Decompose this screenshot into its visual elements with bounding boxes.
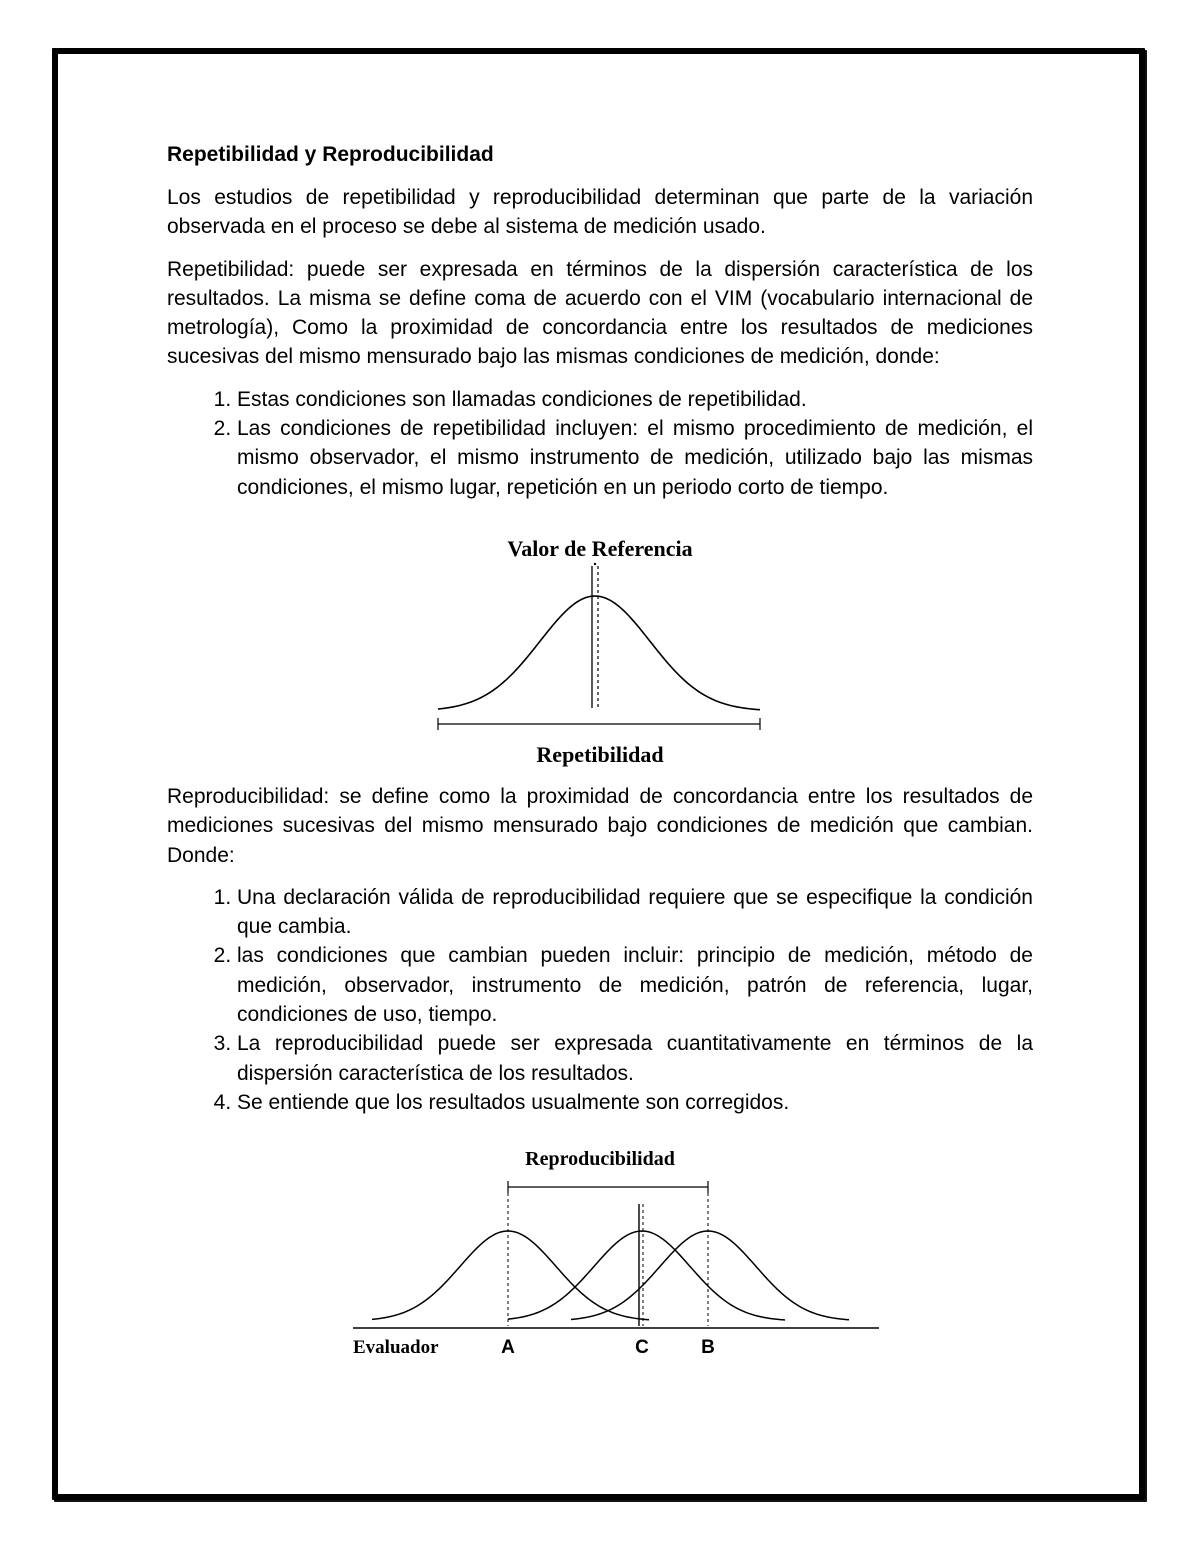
evaluator-label-b: B	[701, 1337, 715, 1359]
list-item: 1. Estas condiciones son llamadas condiciones de repetibilidad.	[237, 385, 1033, 414]
repetibilidad-definition: Repetibilidad: puede ser expresada en términos de la dispersión característica de los resultados. La misma se define coma de acuerdo con el VIM (vocabulario internacional de metrología), Como la proximidad de concordancia entre los resultados de mediciones sucesivas del mismo mensurado bajo las mismas condiciones de medición, donde:	[167, 257, 1033, 369]
reproducibilidad-definition: Reproducibilidad: se define como la proximidad de concordancia entre los resultados de mediciones sucesivas del mismo mensurado bajo condiciones de medición que cambian. Donde:	[167, 784, 1033, 867]
list-item: 1. Una declaración válida de reproducibilidad requiere que se especifique la condición que cambia.	[237, 883, 1033, 942]
list-item: 2. las condiciones que cambian pueden incluir: principio de medición, método de medición, observador, instrumento de medición, patrón de referencia, lugar, condiciones de uso, tiempo.	[237, 941, 1033, 1029]
document-title: Repetibilidad y Reproducibilidad	[167, 143, 494, 166]
curve-a	[372, 1231, 649, 1320]
document-body	[167, 140, 1033, 1369]
list-item: 4. Se entiende que los resultados usualmente son corregidos.	[237, 1088, 1033, 1117]
figure1-title: Valor de Referencia	[507, 535, 693, 561]
repetibilidad-list	[167, 385, 1033, 502]
figure2-title: Reproducibilidad	[525, 1148, 675, 1171]
intro-paragraph: Los estudios de repetibilidad y reproducibilidad determinan que parte de la variación observada en el proceso se debe al sistema de medición usado.	[167, 186, 1033, 239]
figure1-caption: Repetibilidad	[536, 741, 664, 767]
reproducibilidad-list	[167, 883, 1033, 1117]
list-item: 3. La reproducibilidad puede ser expresada cuantitativamente en términos de la dispersión característica de los resultados.	[237, 1029, 1033, 1088]
distribution-curve	[438, 596, 760, 710]
curve-b	[571, 1231, 849, 1320]
reproducibilidad-figure	[167, 1129, 1033, 1369]
repetibilidad-figure	[167, 514, 1033, 770]
evaluator-label-a: A	[501, 1337, 515, 1359]
evaluator-label-c: C	[635, 1337, 649, 1359]
evaluator-axis-label: Evaluador	[353, 1337, 439, 1359]
list-item: 2. Las condiciones de repetibilidad incluyen: el mismo procedimiento de medición, el mismo observador, el mismo instrumento de medición, utilizado bajo las mismas condiciones, el mismo lugar, repetición en un periodo corto de tiempo.	[237, 414, 1033, 502]
curve-c	[508, 1231, 785, 1320]
reference-point	[594, 563, 596, 565]
